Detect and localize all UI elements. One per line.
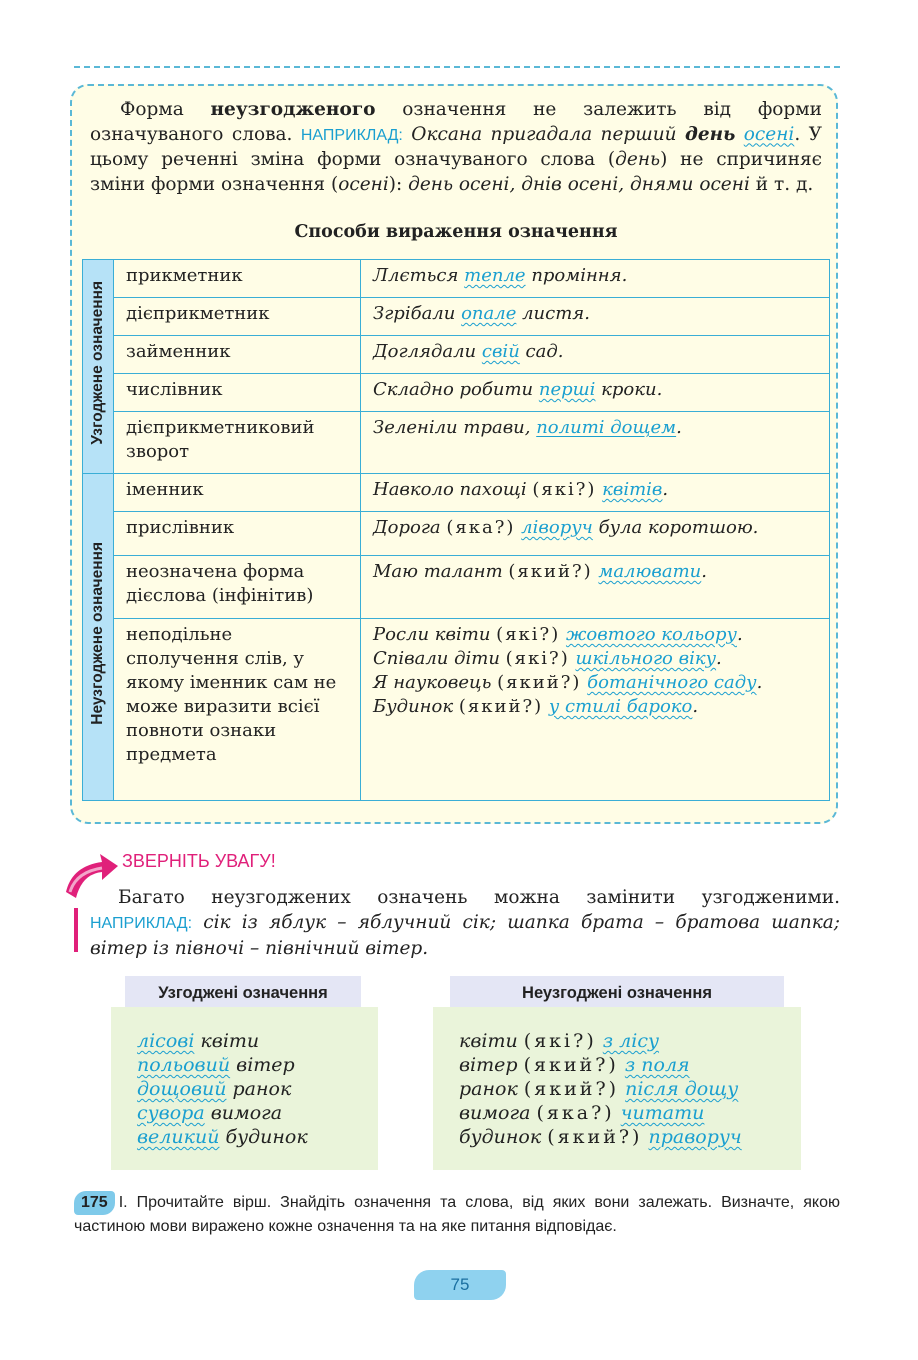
part-of-speech-cell: числівник <box>114 374 361 412</box>
example-text: Дорога <box>373 517 447 538</box>
example-cell <box>361 474 830 512</box>
example-cell <box>361 260 830 298</box>
disagreed-noun: вітер <box>459 1054 524 1076</box>
example-attribute: опале <box>461 303 517 324</box>
part-of-speech-cell: іменник <box>114 474 361 512</box>
attention-title: ЗВЕРНІТЬ УВАГУ! <box>122 851 276 871</box>
agreed-attribute: великий <box>137 1126 220 1148</box>
example-attribute: малювати <box>598 561 702 582</box>
question-label: (який?) <box>523 1078 620 1100</box>
example-text: сад. <box>519 341 564 362</box>
table-row <box>83 260 830 298</box>
example-text: . <box>692 696 699 717</box>
disagreed-attribute: з лісу <box>602 1030 660 1052</box>
exercise-text: І. Прочитайте вірш. Знайдіть означення та слова, від яких вони залежать. Визначте, якою частиною мови виражено кожне означення та на яке питання відповідає. <box>74 1194 840 1235</box>
part-of-speech-cell: дієприкметниковий зворот <box>114 412 361 474</box>
example-line <box>373 671 817 695</box>
group-disagreed-cell <box>83 474 114 801</box>
example-text: . <box>662 479 669 500</box>
example-cell <box>361 336 830 374</box>
agreed-noun: квіти <box>194 1030 260 1052</box>
example-text: Згрібали <box>373 303 462 324</box>
example-attribute: тепле <box>464 265 526 286</box>
agreed-box <box>111 1007 378 1170</box>
part-of-speech-cell: неподільне сполучення слів, у якому іменник сам не може виразити всієї повноти ознаки предмета <box>114 619 361 801</box>
rule-text-part: означення не залежить від форми означуваного слова. <box>90 99 822 145</box>
example-text: листя. <box>516 303 590 324</box>
disagreed-box <box>433 1007 801 1170</box>
example-line <box>373 623 817 647</box>
example-cell <box>361 556 830 619</box>
example-attribute: свій <box>481 341 520 362</box>
disagreed-attribute: з поля <box>624 1054 690 1076</box>
rule-text-part: й т. д. <box>749 173 814 195</box>
agreed-item <box>137 1125 308 1149</box>
question-label: (який?) <box>508 561 593 582</box>
question-label: (яка?) <box>446 517 516 538</box>
agreed-item <box>137 1077 308 1101</box>
example-attribute: политі дощем <box>536 417 677 438</box>
example-text: кроки. <box>595 379 663 400</box>
disagreed-item <box>459 1053 742 1077</box>
example-text: Ллється <box>373 265 465 286</box>
page-number: 75 <box>414 1270 506 1300</box>
part-of-speech-cell: займенник <box>114 336 361 374</box>
rule-text <box>90 98 822 197</box>
agreed-attribute: польовий <box>137 1054 231 1076</box>
example-cell <box>361 298 830 336</box>
table-row <box>83 298 830 336</box>
table-row <box>83 619 830 801</box>
group-disagreed-label: Неузгоджене означення <box>89 542 106 725</box>
example-space <box>735 124 743 145</box>
rule-italic-word: осені <box>338 173 389 195</box>
part-of-speech-cell: дієприкметник <box>114 298 361 336</box>
rule-text-part: Форма <box>120 99 211 120</box>
part-of-speech-cell: прислівник <box>114 512 361 556</box>
example-line <box>373 695 817 719</box>
disagreed-noun: ранок <box>459 1078 524 1100</box>
disagreed-attribute: читати <box>620 1102 705 1124</box>
example-attribute: квітів <box>602 479 663 500</box>
example-cell <box>361 619 830 801</box>
disagreed-noun: квіти <box>459 1030 524 1052</box>
example-attribute: осені <box>743 123 795 145</box>
example-period: . <box>794 123 801 145</box>
question-label: (які?) <box>532 479 597 500</box>
agreed-attribute: лісові <box>137 1030 195 1052</box>
question-label: (які?) <box>523 1030 597 1052</box>
example-text: . <box>736 624 743 645</box>
example-text: проміння. <box>525 265 628 286</box>
disagreed-item <box>459 1077 742 1101</box>
part-of-speech-cell: неозначена форма дієслова (інфінітив) <box>114 556 361 619</box>
agreed-noun: будинок <box>219 1126 308 1148</box>
question-label: (яка?) <box>536 1102 615 1124</box>
example-attribute: у стилі бароко <box>548 696 693 717</box>
table-title: Способи вираження означення <box>294 222 618 242</box>
means-table <box>82 259 830 801</box>
disagreed-attribute: праворуч <box>648 1126 742 1148</box>
example-label: НАПРИКЛАД: <box>300 126 403 144</box>
attention-side-bar <box>74 908 78 952</box>
table-row <box>83 374 830 412</box>
agreed-item <box>137 1053 308 1077</box>
rule-text-part: ) не спричиняє зміни форми означення ( <box>90 149 822 195</box>
example-text: . <box>756 672 763 693</box>
part-of-speech-cell: прикметник <box>114 260 361 298</box>
question-label: (які?) <box>505 648 570 669</box>
group-agreed-label: Узгоджене означення <box>89 281 106 445</box>
example-head-word: день <box>685 123 736 145</box>
example-attribute: ботанічного саду <box>587 672 757 693</box>
example-attribute: перші <box>538 379 596 400</box>
example-text: Маю талант <box>373 561 509 582</box>
question-label: (які?) <box>496 624 561 645</box>
attention-text <box>90 885 840 961</box>
example-text: Навколо пахощі <box>373 479 533 500</box>
table-row <box>83 556 830 619</box>
example-text: була коротшою. <box>592 517 759 538</box>
attention-text-part: Багато неузгоджених означень можна замінити узгодженими. <box>118 887 840 908</box>
attention-example-label: НАПРИКЛАД: <box>90 915 193 932</box>
example-line <box>373 647 817 671</box>
exercise-175 <box>74 1191 840 1239</box>
example-text: Зеленіли трави, <box>373 417 537 438</box>
disagreed-header: Неузгоджені означення <box>450 976 784 1010</box>
question-label: (який?) <box>458 696 544 717</box>
question-label: (який?) <box>497 672 582 693</box>
table-row <box>83 474 830 512</box>
example-text: Росли квіти <box>373 624 497 645</box>
example-text: . <box>716 648 722 669</box>
rule-text-part: ): <box>388 173 409 195</box>
example-text: Оксана пригадала перший <box>402 123 686 145</box>
example-cell <box>361 412 830 474</box>
disagreed-item <box>459 1125 742 1149</box>
question-label: (який?) <box>523 1054 619 1076</box>
exercise-number: 175 <box>74 1191 115 1215</box>
example-text: . <box>701 561 707 582</box>
disagreed-attribute: після дощу <box>625 1078 739 1100</box>
example-text: Співали діти <box>373 648 506 669</box>
example-text: . <box>676 417 682 438</box>
table-row <box>83 336 830 374</box>
disagreed-item <box>459 1029 742 1053</box>
example-cell <box>361 512 830 556</box>
example-text: Я науковець <box>373 672 498 693</box>
agreed-item <box>137 1101 308 1125</box>
agreed-attribute: дощовий <box>137 1078 227 1100</box>
rule-italic-word: день <box>615 149 661 170</box>
example-text: Доглядали <box>373 341 482 362</box>
disagreed-item <box>459 1101 742 1125</box>
agreed-item <box>137 1029 308 1053</box>
disagreed-noun: вимога <box>459 1102 537 1124</box>
example-text: Будинок <box>373 696 459 717</box>
group-agreed-cell <box>83 260 114 474</box>
table-row <box>83 512 830 556</box>
agreed-header: Узгоджені означення <box>125 976 361 1010</box>
example-attribute: ліворуч <box>521 517 593 538</box>
disagreed-noun: будинок <box>459 1126 548 1148</box>
top-dashed-rule <box>74 66 840 68</box>
rule-text-part: У цьому реченні зміна форми означуваного слова ( <box>90 123 822 170</box>
example-attribute: шкільного віку <box>575 648 717 669</box>
question-label: (який?) <box>547 1126 643 1148</box>
agreed-noun: ранок <box>226 1078 292 1100</box>
attention-examples: сік із яблук – яблучний сік; шапка брата – братова шапка; вітер із півночі – північний вітер. <box>90 912 840 959</box>
rule-italic-forms: день осені, днів осені, днями осені <box>408 173 750 195</box>
agreed-noun: вимога <box>204 1102 283 1124</box>
agreed-noun: вітер <box>230 1054 295 1076</box>
example-attribute: жовтого кольору <box>565 624 737 645</box>
example-text: Складно робити <box>373 379 539 400</box>
agreed-attribute: сувора <box>137 1102 205 1124</box>
table-row <box>83 412 830 474</box>
example-cell <box>361 374 830 412</box>
rule-bold-term: неузгодженого <box>210 99 376 120</box>
